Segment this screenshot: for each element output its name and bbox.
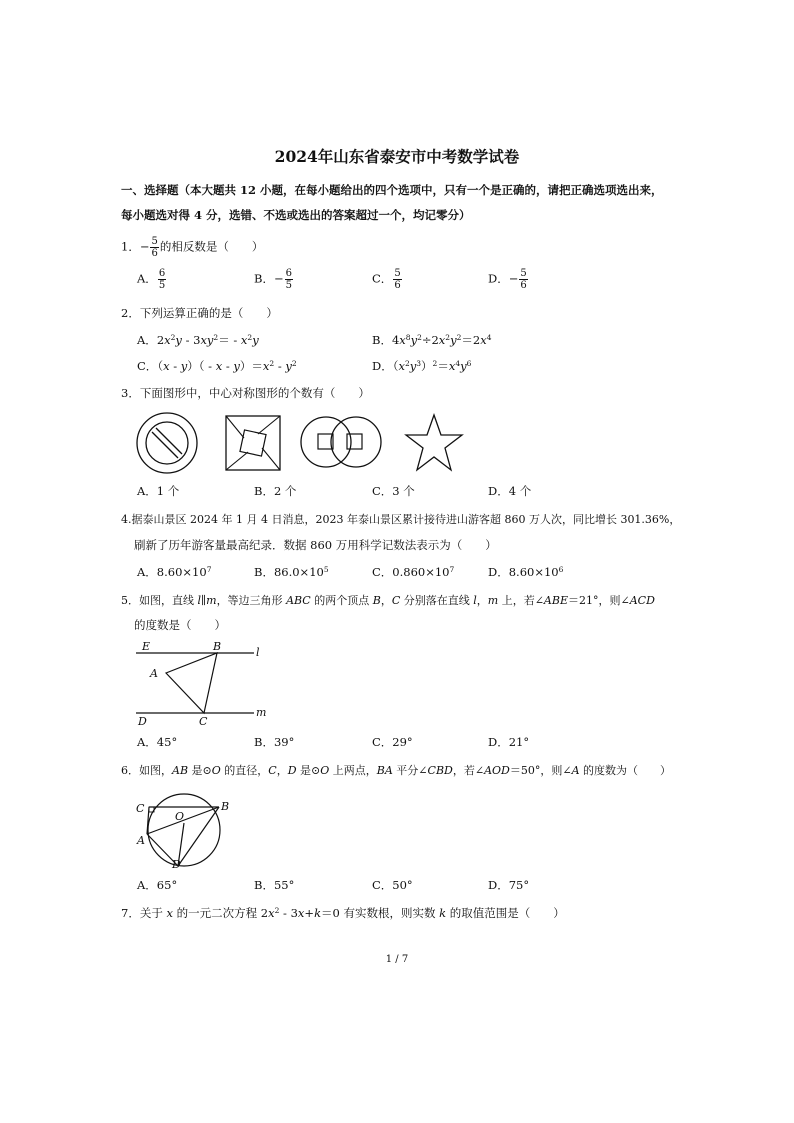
q5-label-c: C (199, 715, 208, 728)
q1-stem-text: 的相反数是（ ） (159, 239, 264, 254)
q6-option-a[interactable]: A．65° (137, 878, 178, 892)
q5-label-a: A (150, 667, 158, 680)
q4-option-a[interactable]: A．$8.60\times 10^7$ (137, 565, 212, 579)
q6-option-d[interactable]: D．75° (488, 878, 530, 892)
q5-option-d[interactable]: D．21° (488, 735, 530, 749)
q6-label-o: O (175, 810, 185, 823)
q1-fraction: $\frac{5}{6}$ (151, 236, 158, 259)
q4-option-b[interactable]: B．$86.0\times 10^5$ (254, 565, 329, 579)
q3-option-c[interactable]: C．3 个 (372, 484, 415, 498)
q3-option-a[interactable]: A．1 个 (137, 484, 180, 498)
q4-option-c[interactable]: C．$0.860\times 10^7$ (372, 565, 455, 579)
question-5-line2: 的度数是（ ） (134, 618, 226, 632)
question-4-line1: 4.据泰山景区 2024 年 1 月 4 日消息，2023 年泰山景区累计接待进山游客超 860 万人次，同比增长 301.36%， (121, 513, 681, 526)
q4-option-d[interactable]: D．$8.60\times 10^6$ (488, 565, 564, 579)
figure-interlocking-circles (300, 414, 390, 474)
question-5-line1: 5．如图，直线 l∥m，等边三角形 ABC 的两个顶点 B，C 分别落在直线 l，m 上，若∠ABE＝21°，则∠ACD (121, 594, 655, 607)
question-4-line2: 刷新了历年游客量最高纪录．数据 860 万用科学记数法表示为（ ） (134, 538, 497, 552)
q6-label-b: B (221, 800, 230, 813)
q6-label-a: A (137, 834, 145, 847)
q6-option-b[interactable]: B．55° (254, 878, 295, 892)
q6-label-c: C (136, 802, 145, 815)
figure-pinwheel-square (224, 414, 286, 474)
q6-option-c[interactable]: C．50° (372, 878, 413, 892)
q5-option-b[interactable]: B．39° (254, 735, 295, 749)
q6-figure-circle (134, 790, 240, 870)
question-1-stem (121, 236, 263, 259)
question-3-stem: 3．下面图形中，中心对称图形的个数有（ ） (121, 386, 370, 400)
q1-minus: − (139, 239, 150, 254)
q5-figure-parallel-lines (134, 638, 274, 730)
q5-label-b: B (213, 640, 222, 653)
q5-label-l: l (256, 646, 260, 659)
figure-star (402, 413, 466, 473)
q5-label-e: E (142, 640, 151, 653)
q6-label-d: D (172, 858, 181, 871)
section-heading-line2: 每小题选对得 4 分，选错、不选或选出的答案超过一个，均记零分） (121, 208, 471, 222)
question-7-stem: 7．关于 x 的一元二次方程 $2x^2 - 3x+k=0$ 有实数根，则实数 k 的取值范围是（ ） (121, 906, 565, 920)
q1-option-b[interactable]: B．− $\frac{6}{5}$ (254, 268, 292, 291)
exam-title: 2024年山东省泰安市中考数学试卷 (274, 147, 520, 166)
q5-option-c[interactable]: C．29° (372, 735, 413, 749)
figure-circle-with-bar (136, 412, 206, 474)
q5-label-m: m (256, 706, 267, 719)
section-heading-line1: 一、选择题（本大题共 12 小题，在每小题给出的四个选项中，只有一个是正确的，请把正确选项选出来， (121, 183, 663, 197)
q5-label-d: D (138, 715, 147, 728)
q3-option-b[interactable]: B．2 个 (254, 484, 297, 498)
q2-option-b[interactable]: B．$4x^8y^2\div 2x^2y^2=2x^4$ (372, 333, 492, 347)
q3-option-d[interactable]: D．4 个 (488, 484, 532, 498)
question-2-stem: 2．下列运算正确的是（ ） (121, 306, 278, 320)
q1-number: 1． (121, 239, 140, 254)
q5-option-a[interactable]: A．45° (137, 735, 178, 749)
q1-option-c[interactable]: C． $\frac{5}{6}$ (372, 268, 401, 291)
question-6-stem: 6．如图，AB 是⊙O 的直径，C，D 是⊙O 上两点，BA 平分∠CBD，若∠AOD＝50°，则∠A 的度数为（ ） (121, 764, 672, 777)
q2-option-c[interactable]: C．$(x - y)( - x - y)=x^2 - y^2$ (137, 359, 297, 373)
q1-option-a[interactable]: A． $\frac{6}{5}$ (137, 268, 166, 291)
q2-option-a[interactable]: A．$2x^2y - 3xy^2= - x^2y$ (137, 333, 259, 347)
page-number: 1 / 7 (385, 954, 409, 965)
q1-option-d[interactable]: D．− $\frac{5}{6}$ (488, 268, 527, 291)
q2-option-d[interactable]: D．$(x^2y^3)^2=x^4y^6$ (372, 359, 472, 373)
